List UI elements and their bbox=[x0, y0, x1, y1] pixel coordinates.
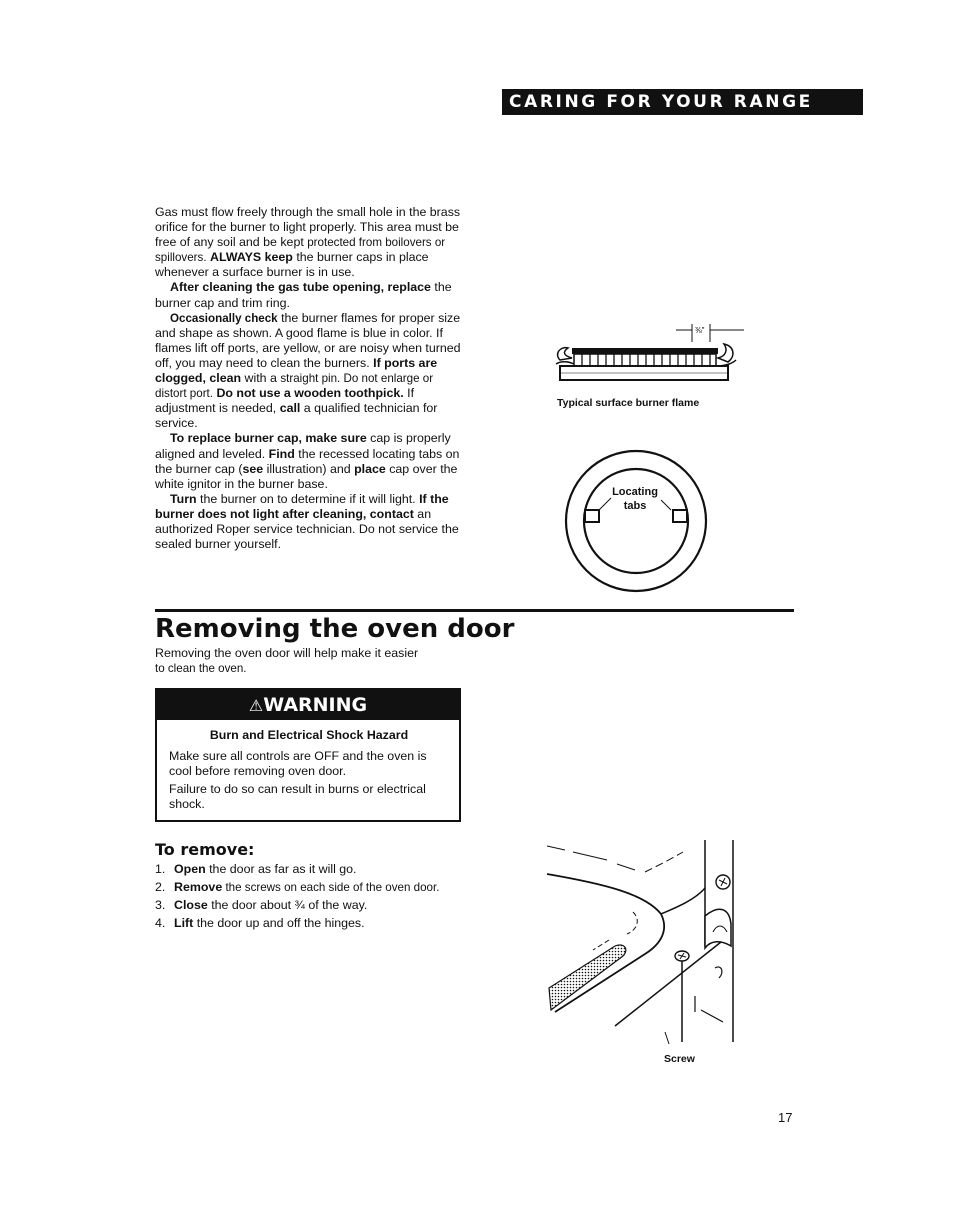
section-intro: Removing the oven door will help make it easier to clean the oven. bbox=[155, 646, 419, 675]
section-title: Removing the oven door bbox=[155, 614, 515, 644]
paragraph-test-burner: Turn the burner on to determine if it will light. If the burner does not light after cleaning, contact an authorized Roper service technician. Do not service the sealed burner yourself. bbox=[155, 491, 459, 552]
warning-line-2: Failure to do so can result in burns or electrical shock. bbox=[169, 781, 426, 811]
section-header-title: CARING FOR YOUR RANGE bbox=[509, 92, 813, 112]
burner-cap-illustration bbox=[563, 448, 709, 594]
section-divider bbox=[155, 609, 794, 612]
list-item: 2. Remove the screws on each side of the oven door. bbox=[155, 880, 440, 894]
warning-line-1: Make sure all controls are OFF and the oven is cool before removing oven door. bbox=[169, 748, 427, 778]
paragraph-replace-cap: To replace burner cap, make sure cap is properly aligned and leveled. Find the recessed locating tabs on the burner cap (see illustration) and place cap over the white ignitor in the burner base. bbox=[155, 431, 460, 491]
page-number: 17 bbox=[778, 1110, 793, 1125]
paragraph-flame-check: Occasionally check the burner flames for proper size and shape as shown. A good flame is blue in color. If flames lift off ports, are yellow, or are noisy when turned off, you may need to clean the burners. If ports are clogged, clean with a straight pin. Do not enlarge or distort port. Do not use a wooden toothpick. If adjustment is needed, call a qualified technician for service. bbox=[155, 310, 461, 431]
burner-care-text bbox=[155, 205, 465, 552]
list-item: 4. Lift the door up and off the hinges. bbox=[155, 916, 365, 930]
flame-caption: Typical surface burner flame bbox=[557, 397, 700, 409]
warning-body bbox=[157, 720, 459, 813]
burner-flame-illustration bbox=[552, 320, 752, 400]
paragraph-orifice: Gas must flow freely through the small hole in the brass orifice for the burner to light properly. This area must be free of any soil and be kept protected from boilovers or spillovers. ALWAYS keep the burner caps in place whenever a surface burner is in use. bbox=[155, 205, 461, 280]
warning-triangle-icon: ⚠ bbox=[248, 696, 264, 715]
warning-subtitle: Burn and Electrical Shock Hazard bbox=[209, 728, 409, 742]
list-item: 1. Open the door as far as it will go. bbox=[155, 862, 357, 876]
section-header-bar bbox=[502, 89, 863, 115]
warning-title: WARNING bbox=[263, 694, 368, 716]
warning-header bbox=[157, 690, 459, 720]
to-remove-heading: To remove: bbox=[155, 840, 255, 859]
remove-steps-list bbox=[155, 862, 465, 934]
oven-door-illustration bbox=[545, 836, 740, 1046]
screw-caption: Screw bbox=[664, 1053, 695, 1065]
list-item: 3. Close the door about ¾ of the way. bbox=[155, 898, 368, 912]
warning-box bbox=[155, 688, 461, 822]
locating-tabs-label: Locating tabs bbox=[612, 486, 658, 512]
flame-dimension-label: ⅜" bbox=[695, 326, 705, 335]
paragraph-gas-tube: After cleaning the gas tube opening, replace the burner cap and trim ring. bbox=[155, 280, 452, 310]
